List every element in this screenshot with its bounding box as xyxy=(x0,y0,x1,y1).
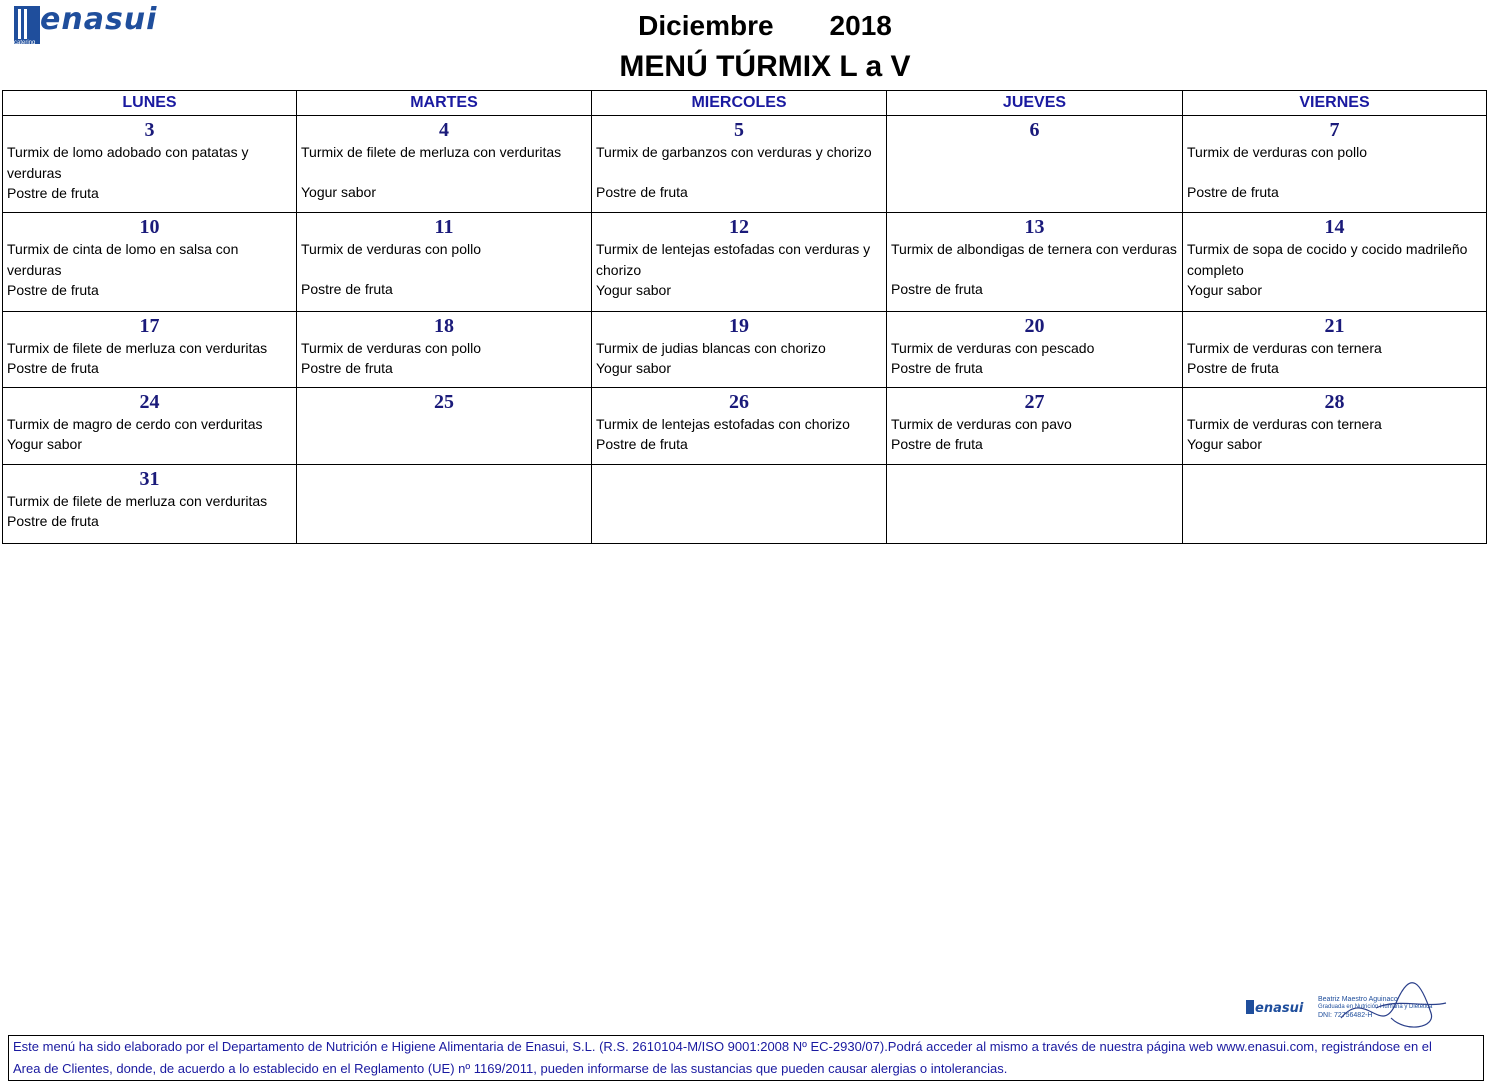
main-dish: Turmix de verduras con pollo xyxy=(301,241,482,257)
main-dish: Turmix de magro de cerdo con verduritas xyxy=(7,416,263,432)
day-cell xyxy=(592,116,887,213)
dessert: Postre de fruta xyxy=(301,360,393,376)
main-dish: Turmix de verduras con pollo xyxy=(301,340,482,356)
day-cell xyxy=(3,213,297,312)
day-cell xyxy=(1183,312,1487,388)
dessert: Postre de fruta xyxy=(301,281,393,297)
main-dish: Turmix de filete de merluza con verduritas xyxy=(7,493,268,509)
dessert: Yogur sabor xyxy=(301,184,376,200)
footer-line-2: Area de Clientes, donde, de acuerdo a lo establecido en el Reglamento (UE) nº 1169/2011, pueden informarse de las sustancias que pueden causar alergias o intolerancias. xyxy=(13,1061,1008,1076)
dessert: Postre de fruta xyxy=(891,360,983,376)
stamp-role: Graduada en Nutrición Humana y Dietética xyxy=(1318,1004,1433,1010)
weekday-header-row xyxy=(3,91,1487,116)
day-number: 25 xyxy=(434,391,454,413)
day-number: 12 xyxy=(729,216,749,238)
day-cell xyxy=(887,213,1183,312)
main-dish: Turmix de lentejas estofadas con verduras y chorizo xyxy=(596,241,871,278)
day-number: 27 xyxy=(1024,391,1045,413)
dessert: Postre de fruta xyxy=(596,184,688,200)
main-dish: Turmix de verduras con pavo xyxy=(891,416,1072,432)
day-number: 10 xyxy=(139,216,160,238)
week-row xyxy=(3,388,1487,465)
dessert: Yogur sabor xyxy=(7,436,82,452)
weekday-header: MARTES xyxy=(297,91,592,116)
day-number: 5 xyxy=(734,119,744,141)
main-dish: Turmix de filete de merluza con verduritas xyxy=(7,340,268,356)
day-number: 21 xyxy=(1324,315,1345,337)
day-number: 6 xyxy=(1029,119,1040,141)
dessert: Yogur sabor xyxy=(596,360,671,376)
main-dish: Turmix de lentejas estofadas con chorizo xyxy=(596,416,850,432)
brand-name: enasui xyxy=(40,2,158,37)
day-number: 13 xyxy=(1024,216,1045,238)
month-label: Diciembre xyxy=(638,10,774,41)
day-cell xyxy=(592,465,887,544)
legal-footer xyxy=(8,1035,1484,1081)
week-row xyxy=(3,465,1487,544)
dessert: Postre de fruta xyxy=(891,436,983,452)
menu-calendar xyxy=(2,90,1487,544)
signature-icon xyxy=(1336,978,1456,1038)
nutritionist-stamp xyxy=(1246,990,1456,1030)
day-cell xyxy=(887,116,1183,213)
day-cell xyxy=(297,312,592,388)
day-cell xyxy=(297,388,592,465)
dessert: Yogur sabor xyxy=(1187,282,1262,298)
day-number: 11 xyxy=(434,216,454,238)
day-cell xyxy=(1183,116,1487,213)
weekday-header: VIERNES xyxy=(1183,91,1487,116)
dessert: Postre de fruta xyxy=(1187,184,1279,200)
day-cell xyxy=(3,312,297,388)
day-cell xyxy=(3,388,297,465)
day-number: 14 xyxy=(1324,216,1345,238)
week-row xyxy=(3,213,1487,312)
week-row xyxy=(3,312,1487,388)
day-cell xyxy=(887,312,1183,388)
main-dish: Turmix de verduras con pollo xyxy=(1187,144,1368,160)
dessert: Postre de fruta xyxy=(7,185,99,201)
dessert: Postre de fruta xyxy=(7,360,99,376)
day-number: 28 xyxy=(1324,391,1345,413)
day-cell xyxy=(3,116,297,213)
day-number: 3 xyxy=(144,119,155,141)
main-dish: Turmix de garbanzos con verduras y chorizo xyxy=(596,144,872,160)
weekday-header: LUNES xyxy=(3,91,297,116)
footer-line-1: Este menú ha sido elaborado por el Departamento de Nutrición e Higiene Alimentaria de Enasui, S.L. (R.S. 2610104-M/ISO 9001:2008 Nº EC-2930/07).Podrá acceder al mismo a través de nuestra página web www.enasui.com, registrándose en el xyxy=(13,1039,1432,1054)
day-cell xyxy=(3,465,297,544)
weekday-header: JUEVES xyxy=(887,91,1183,116)
stamp-name: Beatriz Maestro Aguinaco xyxy=(1318,996,1398,1003)
week-row xyxy=(3,116,1487,213)
day-number: 20 xyxy=(1024,315,1045,337)
day-cell xyxy=(297,116,592,213)
day-cell xyxy=(1183,465,1487,544)
main-dish: Turmix de judias blancas con chorizo xyxy=(596,340,826,356)
main-dish: Turmix de filete de merluza con verduritas xyxy=(301,144,562,160)
dessert: Yogur sabor xyxy=(1187,436,1262,452)
main-dish: Turmix de albondigas de ternera con verduras xyxy=(891,241,1177,257)
dessert: Postre de fruta xyxy=(7,513,99,529)
day-number: 19 xyxy=(729,315,749,337)
dessert: Postre de fruta xyxy=(596,436,688,452)
day-cell xyxy=(297,465,592,544)
day-number: 17 xyxy=(139,315,160,337)
day-number: 26 xyxy=(729,391,749,413)
main-dish: Turmix de verduras con ternera xyxy=(1187,416,1382,432)
day-number: 24 xyxy=(139,391,160,413)
day-cell xyxy=(1183,388,1487,465)
main-dish: Turmix de sopa de cocido y cocido madrileño completo xyxy=(1187,241,1468,278)
year-label: 2018 xyxy=(829,10,892,41)
menu-title: MENÚ TÚRMIX L a V xyxy=(619,50,911,83)
main-dish: Turmix de verduras con pescado xyxy=(891,340,1095,356)
main-dish: Turmix de cinta de lomo en salsa con verduras xyxy=(7,241,239,278)
dessert: Postre de fruta xyxy=(1187,360,1279,376)
day-cell xyxy=(297,213,592,312)
day-cell xyxy=(1183,213,1487,312)
day-number: 18 xyxy=(434,315,454,337)
month-year-title xyxy=(0,10,1500,42)
day-cell xyxy=(592,213,887,312)
dessert: Postre de fruta xyxy=(891,281,983,297)
day-cell xyxy=(887,465,1183,544)
day-cell xyxy=(887,388,1183,465)
weekday-header: MIERCOLES xyxy=(592,91,887,116)
stamp-id: DNI: 72756482-H xyxy=(1318,1012,1373,1019)
main-dish: Turmix de lomo adobado con patatas y verduras xyxy=(7,144,249,181)
day-cell xyxy=(592,388,887,465)
day-number: 4 xyxy=(439,119,449,141)
dessert: Postre de fruta xyxy=(7,282,99,298)
brand-tagline: catering xyxy=(14,40,36,46)
stamp-logo: enasui xyxy=(1246,1000,1303,1016)
main-dish: Turmix de verduras con ternera xyxy=(1187,340,1382,356)
day-cell xyxy=(592,312,887,388)
day-number: 7 xyxy=(1329,119,1340,141)
dessert: Yogur sabor xyxy=(596,282,671,298)
day-number: 31 xyxy=(139,468,160,490)
